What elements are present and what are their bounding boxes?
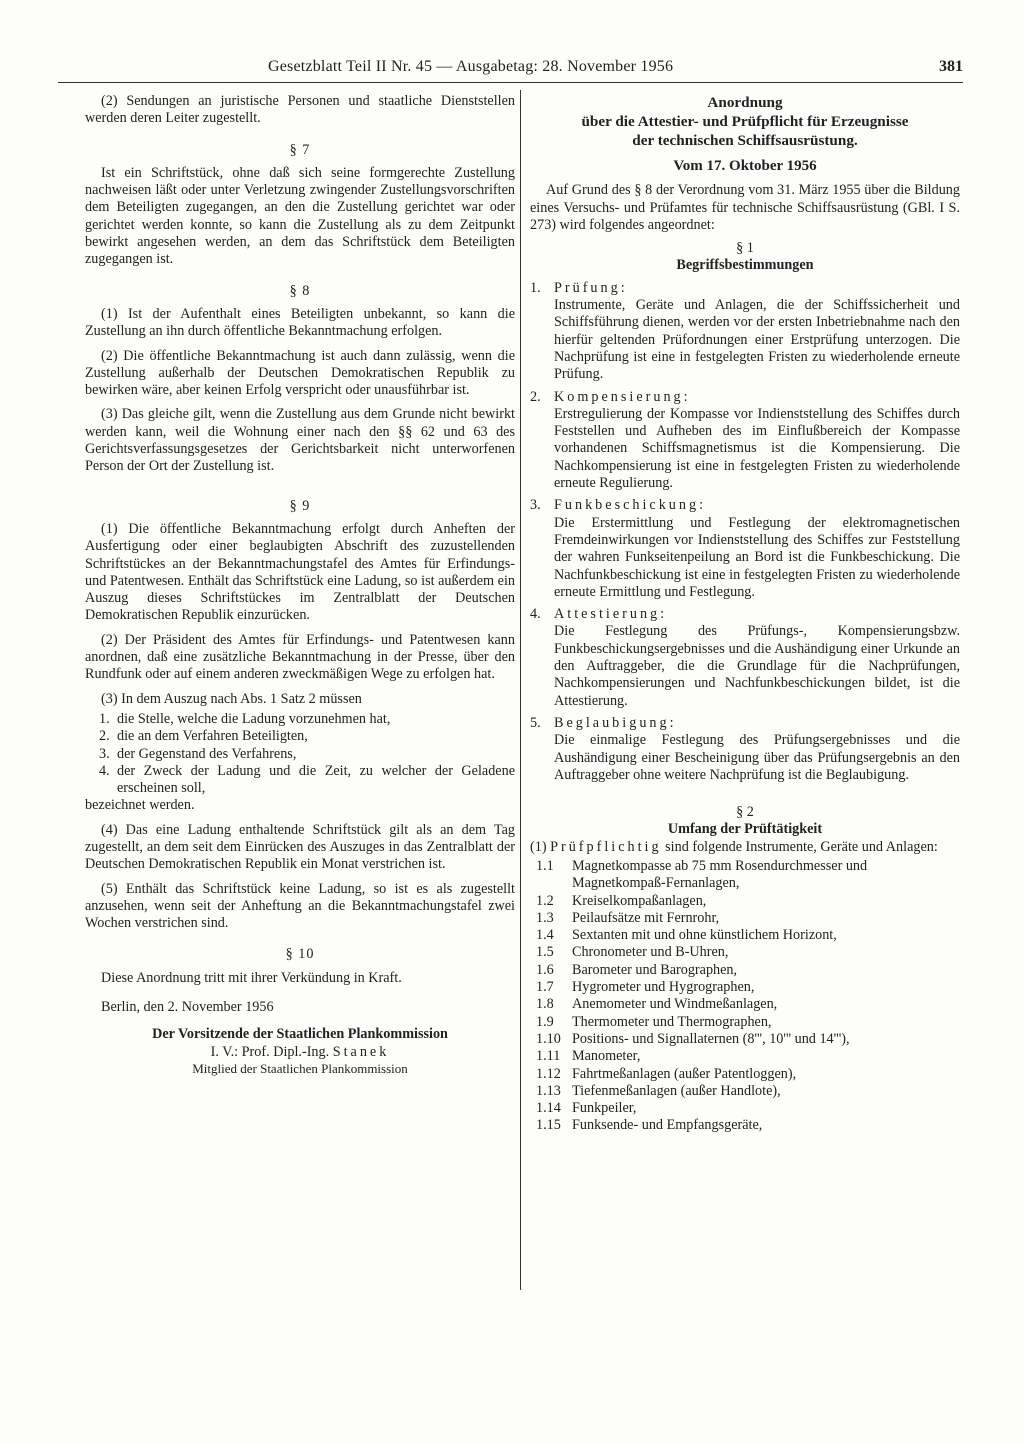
section-6-para-2: (2) Sendungen an juristische Personen und staatliche Dienststellen werden deren Leiter zugestellt.	[85, 93, 515, 127]
signatory-iv: I. V.: Prof. Dipl.-Ing.	[210, 1043, 330, 1060]
definition-item: 5. Beglaubigung: Die einmalige Festlegung des Prüfungsergebnisses und die Aushändigung einer Bescheinigung über das Prüfungsergebnis an den Auftraggeber ohne weitere Nachprüfung ist die Beglaubigung.	[530, 714, 960, 783]
definition-item: 4. Attestierung: Die Festlegung des Prüfungs-, Kompensierungsbzw. Funkbeschickungsergebnisses und die Aushändigung einer Urkunde an den Auftraggeber, die die Grundlage für die Nachprüfungen, Nachkompensierungen und Nachfunkbeschickungen bildet, ist die Attestierung.	[530, 606, 960, 709]
list-item: 1.11 Manometer,	[536, 1048, 641, 1065]
definition-term: Prüfung:	[554, 279, 628, 296]
section-9-heading: § 9	[289, 497, 311, 514]
definition-item: 1. Prüfung: Instrumente, Geräte und Anlagen, die der Schiffssicherheit und Schiffsführung dienen, werden vor der ersten Inbetriebnahme nach den hierfür geltenden Prüfordnungen einer Erstprüfung unterzogen. Die Nachprüfung ist eine in festgelegten Fristen zu wiederholende erneute Prüfung.	[530, 279, 960, 383]
ordinance-title-1: Anordnung	[707, 94, 783, 111]
list-item: 1.10 Positions- und Signallaternen (8''', 10''' und 14'''),	[536, 1030, 850, 1047]
section-10-text: Diese Anordnung tritt mit ihrer Verkündung in Kraft.	[101, 969, 402, 986]
section-8-para-1: (1) Ist der Aufenthalt eines Beteiligten unbekannt, so kann die Zustellung an ihn durch öffentliche Bekanntmachung erfolgen.	[85, 305, 515, 340]
section-10-heading: § 10	[285, 946, 315, 963]
header-title: Gesetzblatt Teil II Nr. 45 — Ausgabetag: 28. November 1956	[268, 58, 674, 75]
section-2-heading: § 2	[736, 804, 754, 821]
list-item: 1.12 Fahrtmeßanlagen (außer Patentloggen),	[536, 1065, 797, 1082]
section-1-title: Begriffsbestimmungen	[676, 257, 814, 274]
section-9-para-3-intro: (3) In dem Auszug nach Abs. 1 Satz 2 müssen	[101, 690, 362, 707]
header-rule	[58, 82, 963, 83]
list-item: 1.3 Peilaufsätze mit Fernrohr,	[536, 909, 720, 926]
left-column	[85, 93, 515, 1076]
definition-text: Die einmalige Festlegung des Prüfungsergebnisses und die Aushändigung einer Bescheinigung über das Prüfungsergebnis an den Auftraggeber ohne weitere Nachprüfung ist die Beglaubigung.	[554, 732, 960, 783]
list-item: 1.15 Funksende- und Empfangsgeräte,	[536, 1117, 763, 1134]
definition-text: Instrumente, Geräte und Anlagen, die der Schiffssicherheit und Schiffsführung dienen, werden vor der ersten Inbetriebnahme nach den hierfür geltenden Prüfordnungen einer Erstprüfung unterzogen. Die Nachprüfung ist eine in festgelegten Fristen zu wiederholende erneute Prüfung.	[554, 297, 960, 383]
list-item: 1.1 Magnetkompasse ab 75 mm Rosendurchmesser und Magnetkompaß-Fernanlagen,	[536, 857, 868, 892]
page-header	[58, 58, 963, 82]
section-7-heading: § 7	[289, 141, 311, 158]
section-9-para-4: (4) Das eine Ladung enthaltende Schriftstück gilt als an dem Tag zugestellt, an dem seit dem Einrücken des Auszuges in das Zentralblatt der Deutschen Demokratischen Republik ein Monat verstrichen ist.	[85, 821, 515, 873]
signatory-name: Stanek	[332, 1043, 390, 1060]
column-divider	[520, 90, 521, 1290]
signatory-title: Der Vorsitzende der Staatlichen Plankommission	[152, 1026, 448, 1043]
list-item: 2. die an dem Verfahren Beteiligten,	[99, 728, 308, 745]
section-8-para-2: (2) Die öffentliche Bekanntmachung ist auch dann zulässig, wenn die Zustellung außerhalb der Deutschen Demokratischen Republik zu bewirken wäre, aber keinen Erfolg verspricht oder unausführbar ist.	[85, 347, 515, 399]
signatory-line	[85, 1044, 515, 1061]
definition-text: Erstregulierung der Kompasse vor Indienststellung des Schiffes durch Feststellen und Aufheben des im Einflußbereich der Kompasse vorhandenen Schiffsmagnetismus ist die Kompensierung. Die Nachkompensierung ist eine in festgelegten Fristen zu wiederholende erneute Regulierung.	[554, 405, 960, 492]
section-8-heading: § 8	[289, 282, 311, 299]
section-2-intro: (1) Prüfpflichtig sind folgende Instrumente, Geräte und Anlagen:	[530, 838, 938, 855]
section-9-para-1: (1) Die öffentliche Bekanntmachung erfolgt durch Anheften der Ausfertigung oder einer beglaubigten Abschrift des zuzustellenden Schriftstückes an der Bekanntmachungstafel des Amtes für Erfindungs- und Patentwesen. Enthält das Schriftstück eine Ladung, so ist außerdem ein Auszug dieses Schriftstückes im Zentralblatt der Deutschen Demokratischen Republik einzurücken.	[85, 520, 515, 624]
list-item: 1.9 Thermometer und Thermographen,	[536, 1013, 772, 1030]
list-item: 1.2 Kreiselkompaßanlagen,	[536, 892, 707, 909]
list-item: 1. die Stelle, welche die Ladung vorzunehmen hat,	[99, 710, 391, 727]
preamble: Auf Grund des § 8 der Verordnung vom 31. März 1955 über die Bildung eines Versuchs- und Prüfamtes für technische Schiffsausrüstung (GBl. I S. 273) wird folgendes angeordnet:	[530, 182, 960, 233]
definition-term: Funkbeschickung:	[554, 497, 707, 514]
definition-term: Attestierung:	[554, 606, 668, 623]
right-column	[530, 93, 960, 1135]
section-9-list	[85, 711, 515, 797]
list-item: 3. der Gegenstand des Verfahrens,	[99, 745, 297, 762]
section-7-text: Ist ein Schriftstück, ohne daß sich seine formgerechte Zustellung nachweisen läßt oder unter Verletzung zwingender Zustellungsvorschriften dem Beteiligten zugegangen, an den die Zustellung gerichtet war oder gerichtet werden konnte, so kann die Zustellung als zu dem Zeitpunkt bewirkt angesehen werden, an dem das Schriftstück dem Beteiligten zugegangen ist.	[85, 164, 515, 268]
section-1-heading: § 1	[736, 240, 754, 257]
definition-item: 3. Funkbeschickung: Die Erstermittlung und Festlegung der elektromagnetischen Fremdeinwirkungen vor Indienststellung des Schiffes zur Feststellung der wahren Funkseitenpeilung an Bord ist die Funkbeschickung. Die Nachfunkbeschickung ist eine in festgelegten Fristen zu wiederholende erneute Ermittlung und Festlegung.	[530, 497, 960, 600]
section-2-title: Umfang der Prüftätigkeit	[667, 821, 823, 838]
list-item: 1.6 Barometer und Barographen,	[536, 961, 738, 978]
list-item: 1.14 Funkpeiler,	[536, 1100, 637, 1117]
list-item: 1.7 Hygrometer und Hygrographen,	[536, 979, 755, 996]
page-number: 381	[939, 58, 963, 75]
instrument-list	[530, 858, 960, 1135]
section-2-intro-term: Prüfpflichtig	[550, 838, 662, 855]
list-item: 4. der Zweck der Ladung und die Zeit, zu welcher der Geladene erscheinen soll,	[99, 762, 515, 797]
list-item: 1.5 Chronometer und B-Uhren,	[536, 944, 729, 961]
list-item: 1.13 Tiefenmeßanlagen (außer Handlote),	[536, 1082, 781, 1099]
section-9-para-2: (2) Der Präsident des Amtes für Erfindungs- und Patentwesen kann anordnen, daß eine zusätzliche Bekanntmachung in der Presse, über den Rundfunk oder auf einem anderen zweckmäßigen Wege zu erfolgen hat.	[85, 631, 515, 683]
definition-term: Beglaubigung:	[554, 714, 677, 731]
section-8-para-3: (3) Das gleiche gilt, wenn die Zustellung aus dem Grunde nicht bewirkt werden kann, weil die Wohnung einer nach den §§ 62 und 63 des Gerichtsverfassungsgesetzes der Gerichtsbarkeit nicht unterworfenen Person der Ort der Zustellung ist.	[85, 406, 515, 475]
place-date: Berlin, den 2. November 1956	[101, 999, 274, 1016]
ordinance-date: Vom 17. Oktober 1956	[673, 158, 817, 174]
definition-text: Die Erstermittlung und Festlegung der elektromagnetischen Fremdeinwirkungen vor Indienststellung des Schiffes zur Feststellung der wahren Funkseitenpeilung an Bord ist die Funkbeschickung. Die Nachfunkbeschickung ist eine in festgelegten Fristen zu wiederholende erneute Ermittlung und Festlegung.	[554, 514, 960, 600]
definition-term: Kompensierung:	[554, 388, 691, 405]
signatory-role: Mitglied der Staatlichen Plankommission	[192, 1060, 408, 1076]
ordinance-title-2: über die Attestier- und Prüfpflicht für Erzeugnisse	[581, 113, 909, 130]
section-9-para-5: (5) Enthält das Schriftstück keine Ladung, so ist es als zugestellt anzusehen, wenn seit der Anheftung an die Bekanntmachungstafel zwei Wochen verstrichen sind.	[85, 880, 515, 932]
ordinance-title-3: der technischen Schiffsausrüstung.	[632, 132, 858, 149]
list-item: 1.8 Anemometer und Windmeßanlagen,	[536, 996, 778, 1013]
definition-item: 2. Kompensierung: Erstregulierung der Kompasse vor Indienststellung des Schiffes durch Feststellen und Aufheben des im Einflußbereich der Kompasse vorhandenen Schiffsmagnetismus ist die Kompensierung. Die Nachkompensierung ist eine in festgelegten Fristen zu wiederholende erneute Regulierung.	[530, 388, 960, 492]
definition-text: Die Festlegung des Prüfungs-, Kompensierungsbzw. Funkbeschickungsergebnisses und die Aushändigung einer Urkunde an den Auftraggeber, die die Grundlage für die Nachprüfungen, Nachkompensierungen und Nachfunkbeschickungen bildet, ist die Attestierung.	[554, 623, 960, 709]
list-item: 1.4 Sextanten mit und ohne künstlichem Horizont,	[536, 927, 837, 944]
section-9-para-3-outro: bezeichnet werden.	[85, 797, 195, 814]
